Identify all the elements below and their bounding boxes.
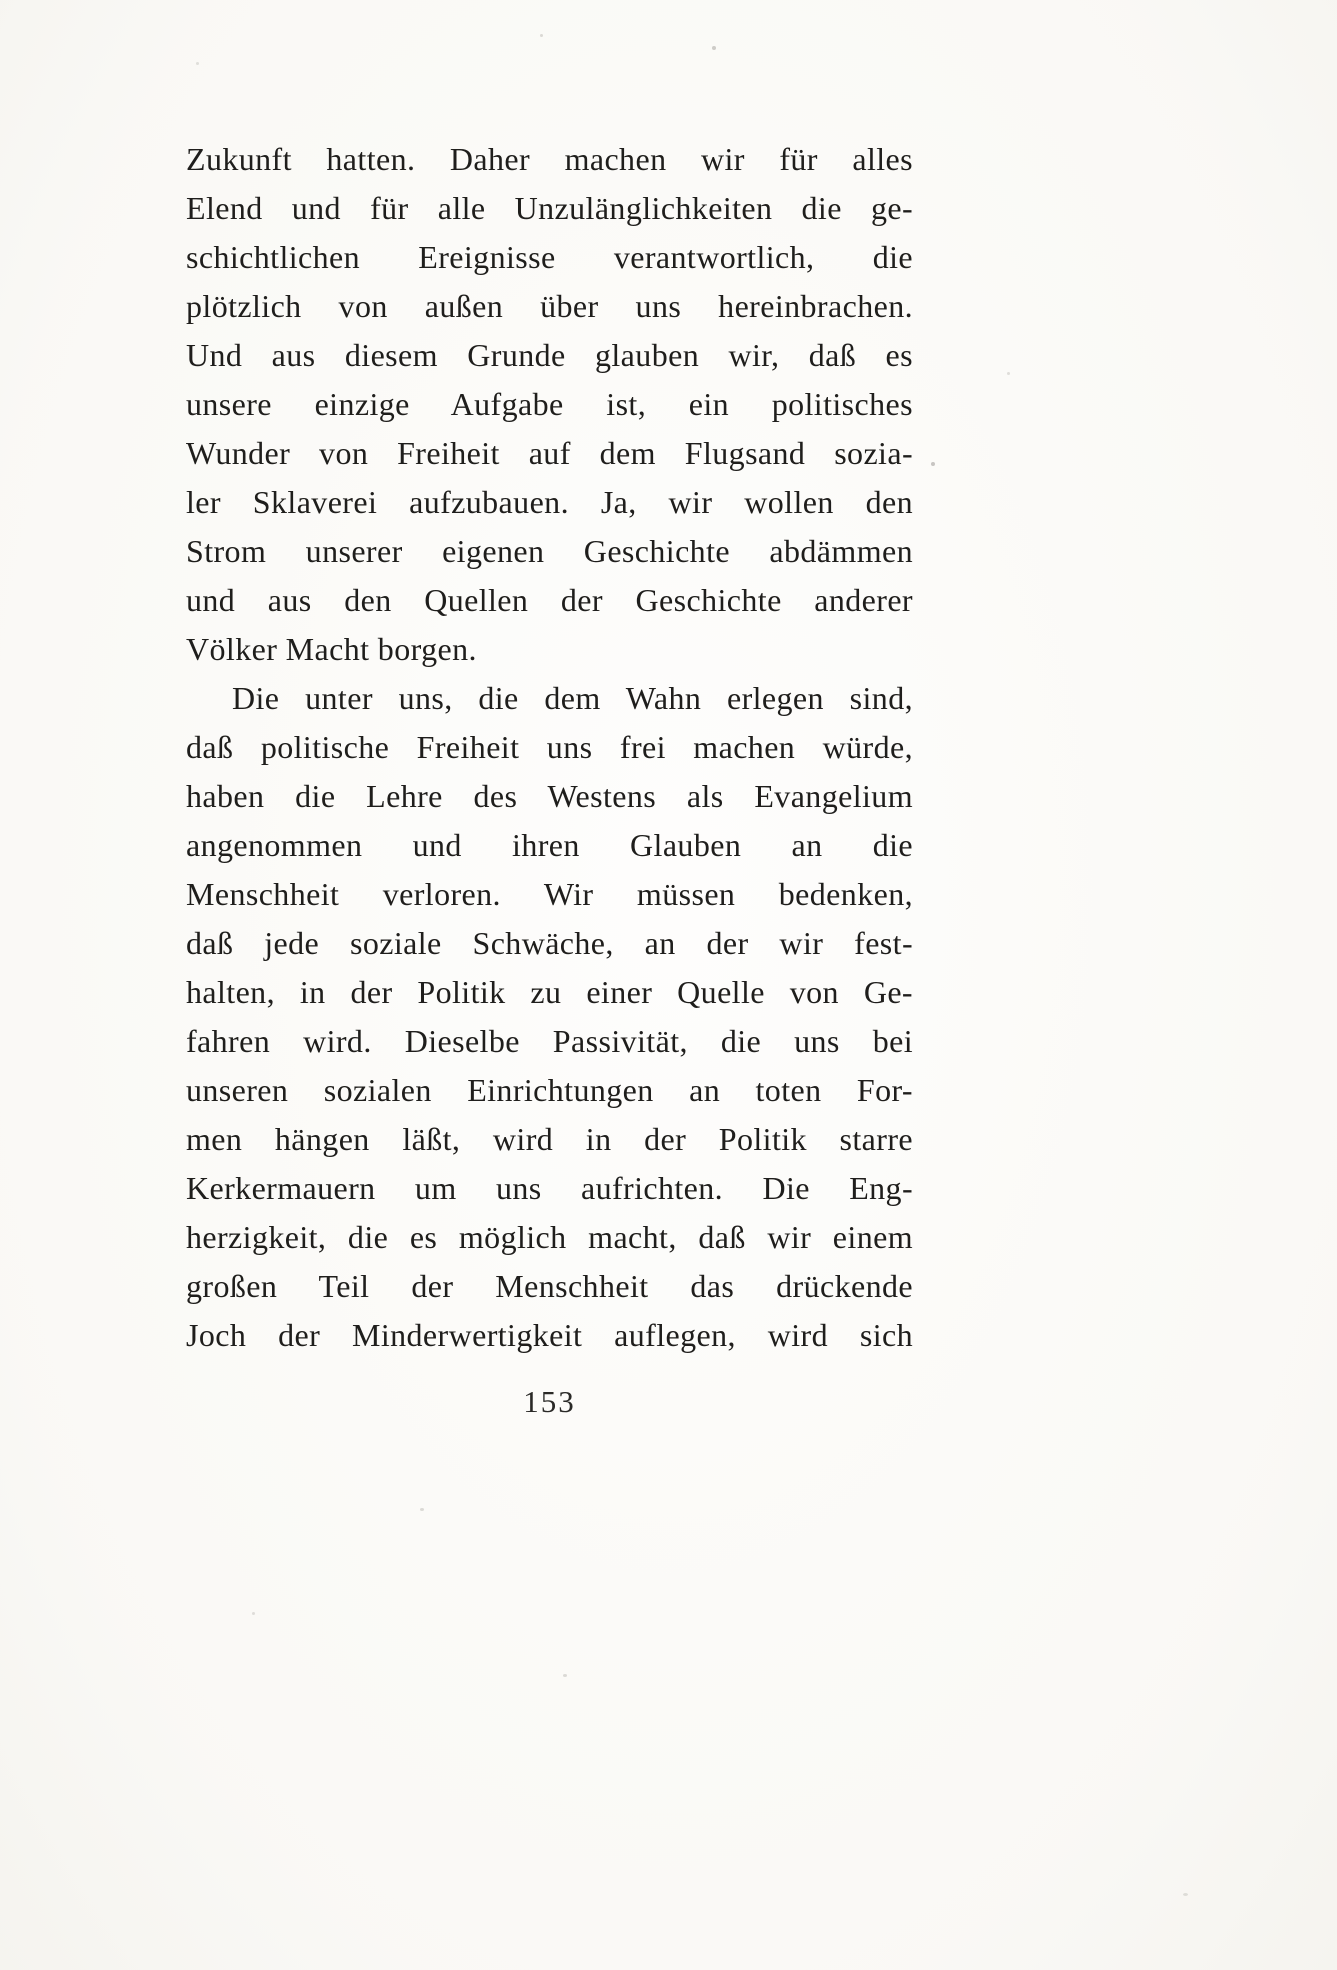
page-number: 153 <box>523 1384 576 1419</box>
text-line: angenommen und ihren Glauben an die <box>186 827 913 863</box>
text-line: und aus den Quellen der Geschichte anderer <box>186 582 913 618</box>
text-line: fahren wird. Dieselbe Passivität, die uns bei <box>186 1023 913 1059</box>
text-line: daß politische Freiheit uns frei machen würde, <box>186 729 913 765</box>
scan-speck <box>712 46 716 50</box>
text-line: halten, in der Politik zu einer Quelle von Ge- <box>186 974 913 1010</box>
text-line: Und aus diesem Grunde glauben wir, daß es <box>186 337 913 373</box>
text-line: Die unter uns, die dem Wahn erlegen sind, <box>232 680 913 716</box>
text-line: unsere einzige Aufgabe ist, ein politisches <box>186 386 913 422</box>
text-line: Joch der Minderwertigkeit auflegen, wird sich <box>186 1317 913 1353</box>
scan-speck <box>563 1674 567 1677</box>
text-line: Zukunft hatten. Daher machen wir für alles <box>186 141 913 177</box>
scan-speck <box>420 1508 424 1511</box>
text-line: haben die Lehre des Westens als Evangelium <box>186 778 913 814</box>
text-line: plötzlich von außen über uns hereinbrachen. <box>186 288 913 324</box>
text-line: großen Teil der Menschheit das drückende <box>186 1268 913 1304</box>
text-block <box>186 135 913 1360</box>
scan-speck <box>540 34 543 37</box>
text-line: Wunder von Freiheit auf dem Flugsand sozia- <box>186 435 913 471</box>
text-line: Elend und für alle Unzulänglichkeiten die ge- <box>186 190 913 226</box>
text-line: Strom unserer eigenen Geschichte abdämmen <box>186 533 913 569</box>
text-line: unseren sozialen Einrichtungen an toten For- <box>186 1072 913 1108</box>
scan-speck <box>1183 1893 1188 1896</box>
text-line: daß jede soziale Schwäche, an der wir fest- <box>186 925 913 961</box>
scan-speck <box>931 462 935 466</box>
scan-speck <box>1007 372 1010 375</box>
scan-speck <box>252 1612 255 1615</box>
text-line: ler Sklaverei aufzubauen. Ja, wir wollen den <box>186 484 913 520</box>
scan-speck <box>196 62 199 65</box>
text-line: Kerkermauern um uns aufrichten. Die Eng- <box>186 1170 913 1206</box>
text-line: Völker Macht borgen. <box>186 631 477 667</box>
text-line: herzigkeit, die es möglich macht, daß wir einem <box>186 1219 913 1255</box>
text-line: men hängen läßt, wird in der Politik starre <box>186 1121 913 1157</box>
text-line: schichtlichen Ereignisse verantwortlich, die <box>186 239 913 275</box>
text-line: Menschheit verloren. Wir müssen bedenken, <box>186 876 913 912</box>
